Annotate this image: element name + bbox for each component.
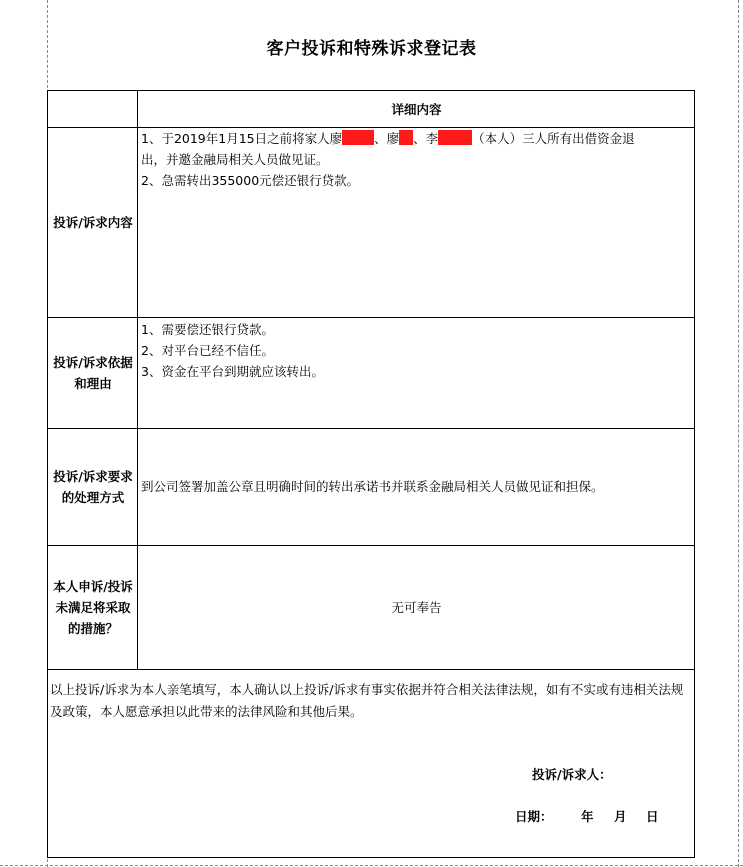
further-measures-text: 无可奉告 [391, 599, 442, 615]
page-break-bottom [0, 865, 743, 866]
redaction-mark [399, 130, 413, 145]
further-measures-cell[interactable] [138, 545, 695, 669]
redaction-mark [342, 130, 374, 145]
basis-line: 1、需要偿还银行贷款。 [141, 322, 274, 337]
form-title: 客户投诉和特殊诉求登记表 [266, 39, 477, 59]
content-line: 出，并邀金融局相关人员做见证。 [141, 152, 329, 167]
row-divider [48, 669, 694, 670]
complainant-signature-label: 投诉/诉求人： [532, 767, 612, 782]
requested-handling-text: 到公司签署加盖公章且明确时间的转出承诺书并联系金融局相关人员做见证和担保。 [141, 479, 604, 494]
basis-line: 3、资金在平台到期就应该转出。 [141, 364, 324, 379]
row-label-complaint-basis: 投诉/诉求依据和理由 [53, 354, 133, 391]
declaration-statement: 以上投诉/诉求为本人亲笔填写，本人确认以上投诉/诉求有事实依据并符合相关法律法规，如有不实或有违相关法规及政策，本人愿意承担以此带来的法律风险和其他后果。 [50, 682, 684, 719]
row-divider [48, 317, 694, 318]
date-day-label: 日 [646, 809, 659, 824]
content-line: 1、于2019年1月15日之前将家人廖 、廖 、李 （本人）三人所有出借资金退 [141, 131, 635, 146]
page-break-right [738, 0, 739, 867]
row-label-further-measures: 本人申诉/投诉未满足将采取的措施？ [53, 578, 133, 636]
detail-header-cell [138, 91, 695, 127]
row-label-complaint-content: 投诉/诉求内容 [53, 214, 133, 230]
complaint-form-table [47, 90, 695, 858]
date-label: 日期： [515, 809, 553, 824]
redaction-mark [438, 130, 472, 145]
detail-header: 详细内容 [391, 101, 442, 117]
complaint-basis-cell[interactable] [138, 319, 695, 428]
date-year-label: 年 [581, 809, 594, 824]
row-label-requested-handling: 投诉/诉求要求的处理方式 [53, 468, 133, 505]
date-month-label: 月 [614, 809, 627, 824]
complaint-content-cell[interactable] [138, 128, 695, 317]
content-line: 2、急需转出355000元偿还银行贷款。 [141, 173, 360, 188]
requested-handling-cell[interactable] [138, 428, 695, 545]
basis-line: 2、对平台已经不信任。 [141, 343, 274, 358]
